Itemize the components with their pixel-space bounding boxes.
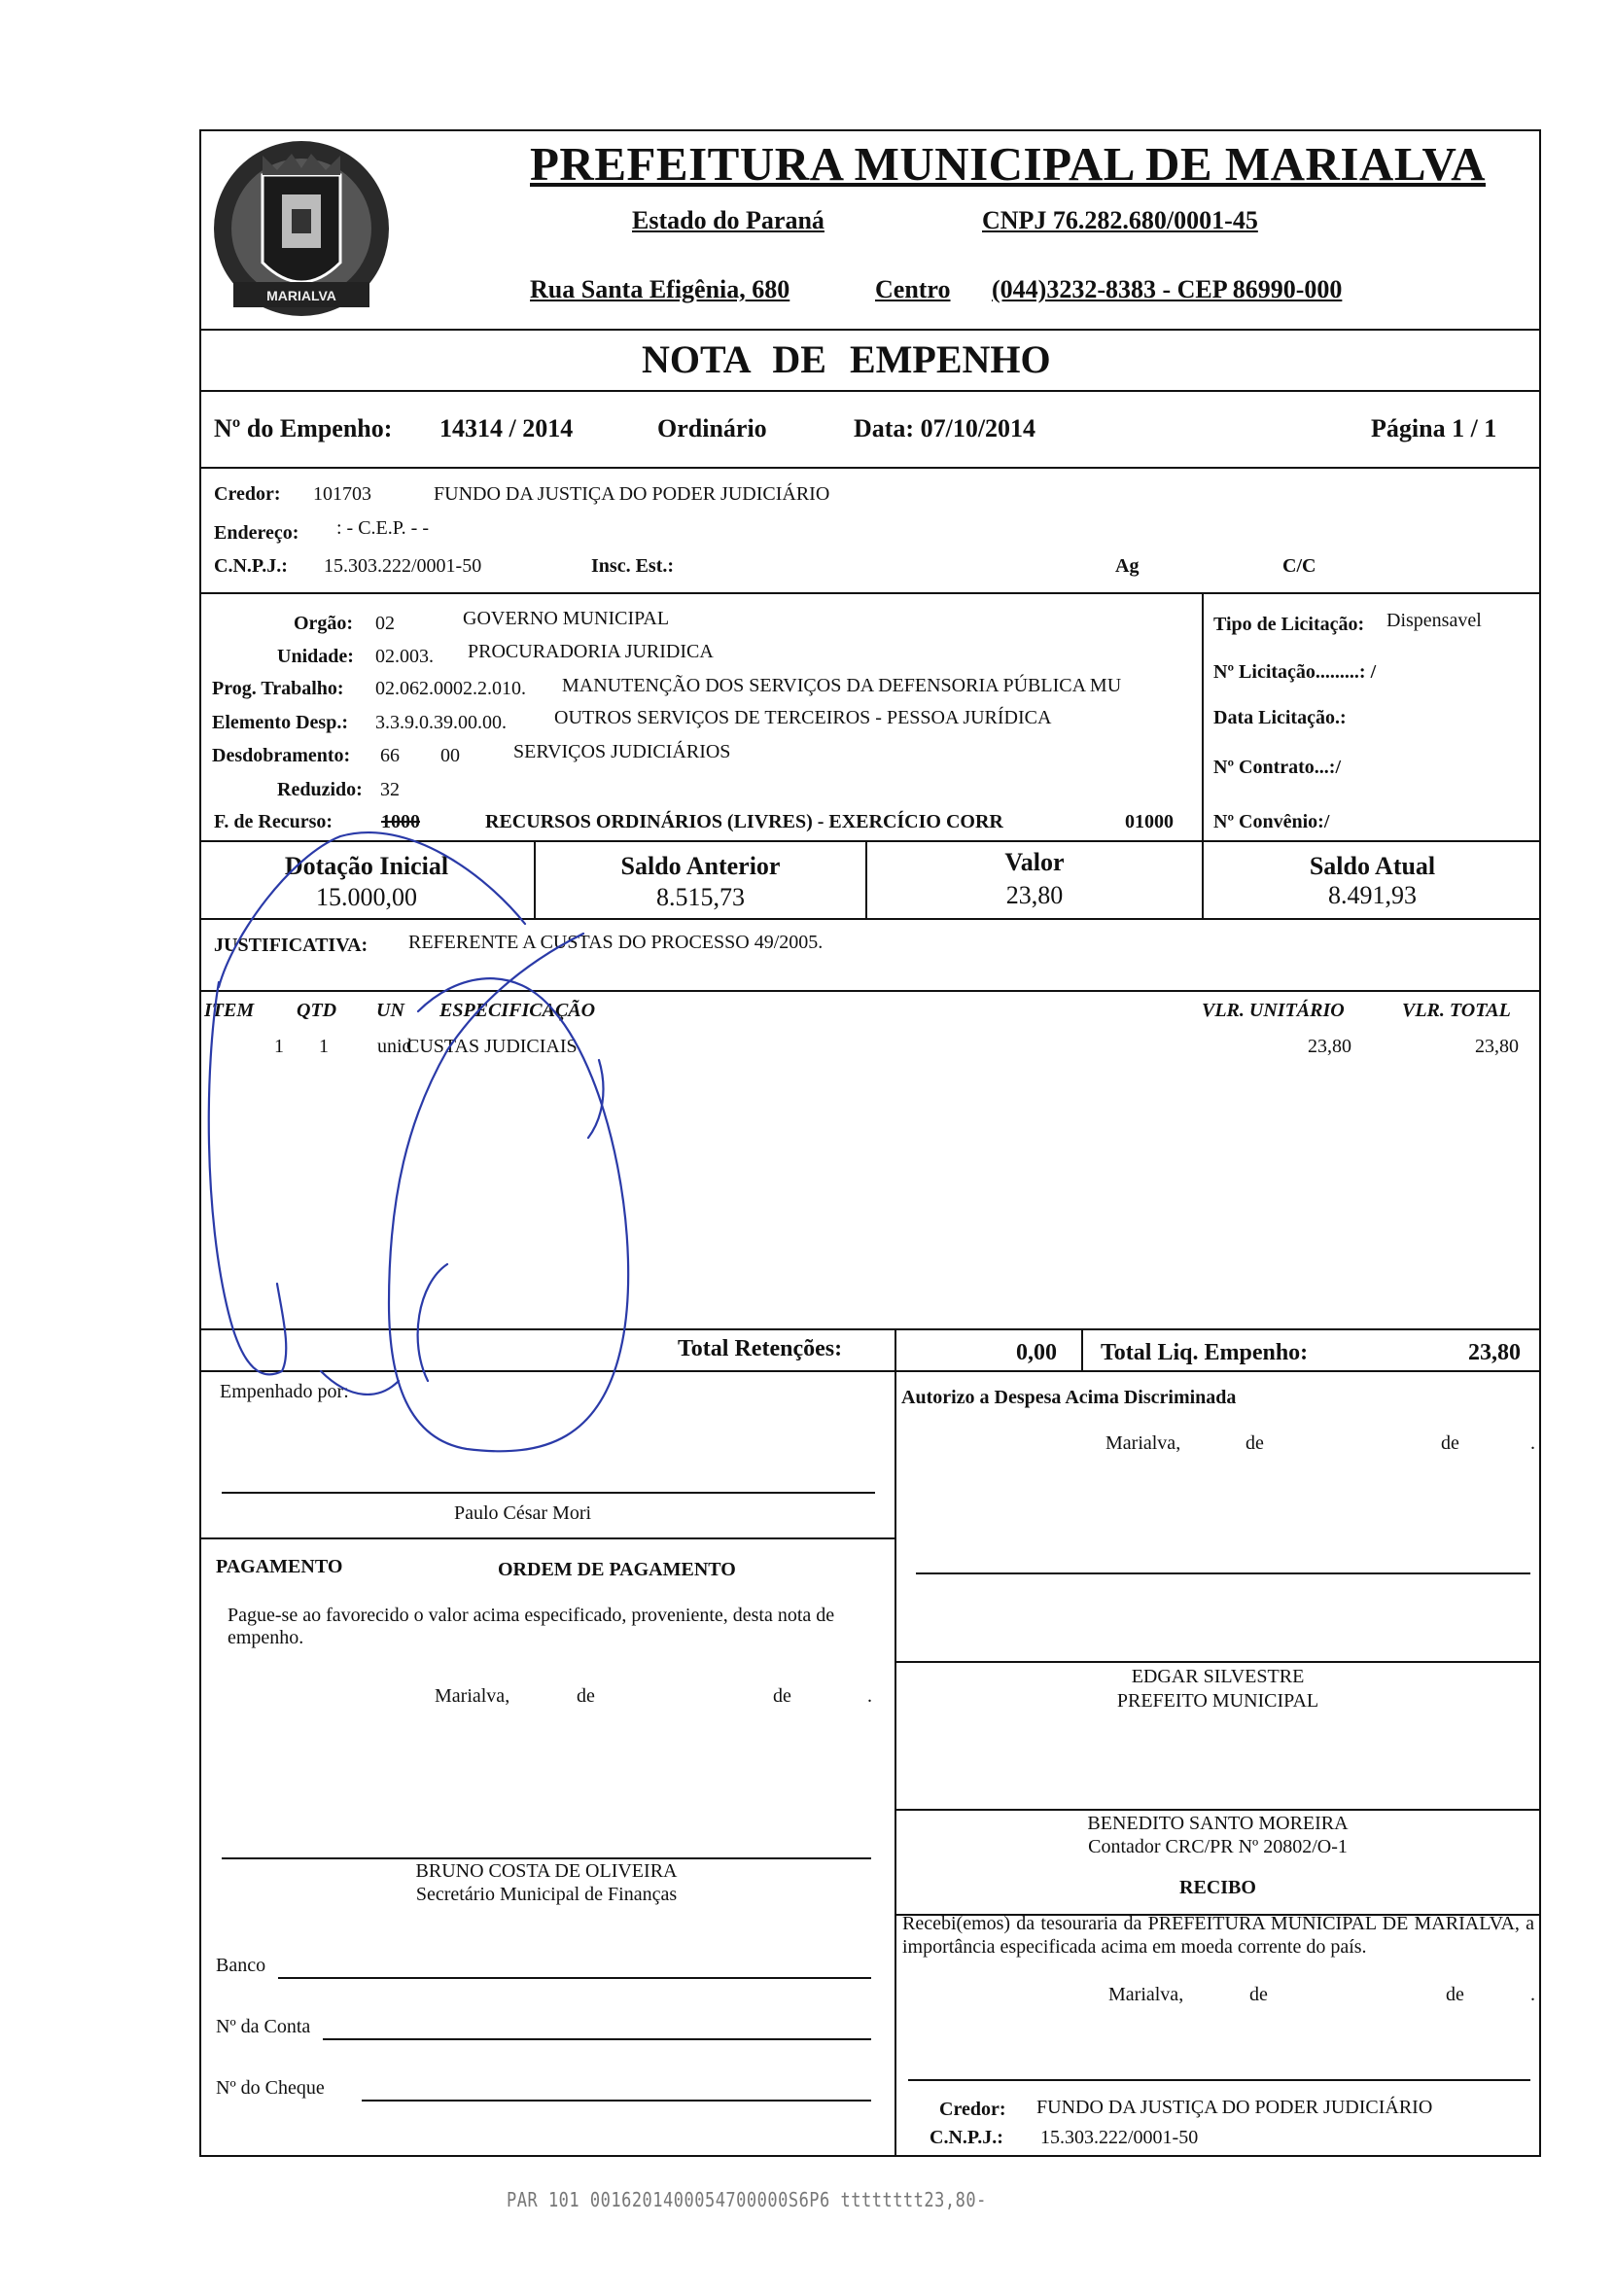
ret-value: 0,00 <box>1016 1340 1057 1365</box>
tipo-licitacao-label: Tipo de Licitação: <box>1213 614 1365 635</box>
prefeito-role: PREFEITO MUNICIPAL <box>1116 1690 1319 1712</box>
empenhado-name: Paulo César Mori <box>454 1502 592 1524</box>
prog-code: 02.062.0002.2.010. <box>375 678 526 699</box>
cheque-label: Nº do Cheque <box>216 2077 325 2099</box>
col-item-header: ITEM <box>204 1000 255 1021</box>
valor-label: Valor <box>1004 848 1065 876</box>
elemento-code: 3.3.9.0.39.00.00. <box>375 712 507 733</box>
reduzido-label: Reduzido: <box>277 779 363 800</box>
reduzido-value: 32 <box>380 779 400 800</box>
orgao-name: GOVERNO MUNICIPAL <box>463 608 670 629</box>
banco-label: Banco <box>216 1955 266 1976</box>
row-un: unid <box>377 1036 412 1057</box>
row-total: 23,80 <box>1475 1036 1519 1057</box>
autorizo-label: Autorizo a Despesa Acima Discriminada <box>901 1387 1237 1408</box>
cc-label: C/C <box>1282 555 1316 577</box>
justificativa-label: JUSTIFICATIVA: <box>214 935 368 956</box>
row-item: 1 <box>274 1036 284 1057</box>
credor-label: Credor: <box>214 483 281 505</box>
fonte-num: 01000 <box>1125 811 1174 832</box>
data-licitacao: Data Licitação.: <box>1213 707 1347 728</box>
address-label: Endereço: <box>214 522 299 544</box>
row-qtd: 1 <box>319 1036 329 1057</box>
col-unit-header: VLR. UNITÁRIO <box>1202 1000 1345 1021</box>
autorizo-de2: de <box>1441 1432 1459 1454</box>
empenho-type: Ordinário <box>657 414 767 442</box>
insc-label: Insc. Est.: <box>591 555 675 577</box>
footer-credor-name: FUNDO DA JUSTIÇA DO PODER JUDICIÁRIO <box>1036 2097 1433 2118</box>
prog-name: MANUTENÇÃO DOS SERVIÇOS DA DEFENSORIA PÚBLICA MU <box>562 675 1122 696</box>
unidade-label: Unidade: <box>277 646 354 667</box>
phone-cep-label: (044)3232-8383 - CEP 86990-000 <box>992 275 1343 303</box>
recibo-city: Marialva, <box>1108 1984 1184 2005</box>
empenho-label: Nº do Empenho: <box>214 414 393 442</box>
cnpj-label: CNPJ 76.282.680/0001-45 <box>982 206 1258 234</box>
pagamento-city: Marialva, <box>435 1685 510 1707</box>
unidade-code: 02.003. <box>375 646 434 667</box>
empenho-number: 14314 / 2014 <box>439 414 574 442</box>
secretario-role: Secretário Municipal de Finanças <box>415 1884 678 1905</box>
credor-code: 101703 <box>313 483 371 505</box>
elemento-name: OUTROS SERVIÇOS DE TERCEIROS - PESSOA JURÍDICA <box>554 707 1052 728</box>
dotacao-inicial-value: 15.000,00 <box>316 883 417 911</box>
desdobramento-label: Desdobramento: <box>212 745 351 766</box>
saldo-anterior-label: Saldo Anterior <box>620 852 781 880</box>
liq-value: 23,80 <box>1468 1340 1521 1365</box>
orgao-code: 02 <box>375 613 395 634</box>
credor-name: FUNDO DA JUSTIÇA DO PODER JUDICIÁRIO <box>434 483 830 505</box>
ag-label: Ag <box>1115 555 1140 577</box>
row-unit: 23,80 <box>1308 1036 1351 1057</box>
pagamento-de2: de <box>773 1685 791 1707</box>
footer-cnpj-value: 15.303.222/0001-50 <box>1040 2127 1199 2148</box>
row-spec: CUSTAS JUDICIAIS <box>406 1036 578 1057</box>
num-contrato: Nº Contrato...:/ <box>1213 757 1342 778</box>
empenhado-label: Empenhado por: <box>220 1381 349 1402</box>
valor-value: 23,80 <box>1005 881 1064 909</box>
col-total-header: VLR. TOTAL <box>1402 1000 1511 1021</box>
saldo-atual-value: 8.491,93 <box>1328 881 1417 909</box>
prog-label: Prog. Trabalho: <box>212 678 344 699</box>
prefecture-title: PREFEITURA MUNICIPAL DE MARIALVA <box>530 137 1486 191</box>
dotacao-inicial-label: Dotação Inicial <box>284 852 449 880</box>
pagamento-label: PAGAMENTO <box>216 1556 343 1577</box>
ret-label: Total Retenções: <box>678 1336 843 1361</box>
saldo-anterior-value: 8.515,73 <box>656 883 745 911</box>
cnpj-credor-label: C.N.P.J.: <box>214 555 288 577</box>
empenho-date: Data: 07/10/2014 <box>854 414 1036 442</box>
footer-credor-label: Credor: <box>939 2099 1006 2120</box>
page-number: Página 1 / 1 <box>1371 414 1497 442</box>
desdobramento-name: SERVIÇOS JUDICIÁRIOS <box>513 741 731 762</box>
unidade-name: PROCURADORIA JURIDICA <box>468 641 714 662</box>
justificativa-text: REFERENTE A CUSTAS DO PROCESSO 49/2005. <box>408 932 824 953</box>
recibo-de1: de <box>1249 1984 1268 2005</box>
col-qtd-header: QTD <box>297 1000 337 1021</box>
desdobramento-a: 66 <box>380 745 400 766</box>
saldo-atual-label: Saldo Atual <box>1309 852 1436 880</box>
tipo-licitacao-value: Dispensavel <box>1386 610 1482 631</box>
contador-role: Contador CRC/PR Nº 20802/O-1 <box>1088 1836 1348 1857</box>
cnpj-credor-value: 15.303.222/0001-50 <box>324 555 482 577</box>
autorizo-city: Marialva, <box>1105 1432 1181 1454</box>
bank-stamp: PAR 101 0016201400054700000S6P6 tttttttt23,80- <box>507 2189 987 2212</box>
pagamento-text: Pague-se ao favorecido o valor acima especificado, proveniente, desta nota de empenho. <box>228 1605 835 1648</box>
secretario-name: BRUNO COSTA DE OLIVEIRA <box>415 1860 678 1882</box>
footer-cnpj-label: C.N.P.J.: <box>930 2127 1003 2148</box>
street-label: Rua Santa Efigênia, 680 <box>530 275 790 303</box>
prefeito-name: EDGAR SILVESTRE <box>1131 1666 1305 1687</box>
pagamento-de1: de <box>577 1685 595 1707</box>
ordem-label: ORDEM DE PAGAMENTO <box>498 1559 736 1580</box>
fonte-name: RECURSOS ORDINÁRIOS (LIVRES) - EXERCÍCIO CORR <box>485 811 1003 832</box>
col-un-header: UN <box>376 1000 404 1021</box>
autorizo-dot: . <box>1530 1432 1535 1454</box>
recibo-de2: de <box>1446 1984 1464 2005</box>
recibo-dot: . <box>1530 1984 1535 2005</box>
recibo-text: Recebi(emos) da tesouraria da PREFEITURA MUNICIPAL DE MARIALVA, a importância especificada acima em moeda corrente do país. <box>902 1913 1534 1958</box>
elemento-label: Elemento Desp.: <box>212 712 348 733</box>
orgao-label: Orgão: <box>294 613 354 634</box>
num-convenio: Nº Convênio:/ <box>1213 811 1330 832</box>
contador-name: BENEDITO SANTO MOREIRA <box>1087 1813 1349 1834</box>
fonte-code: 1000 <box>381 811 420 832</box>
recibo-title: RECIBO <box>1179 1877 1256 1898</box>
state-label: Estado do Paraná <box>632 206 825 234</box>
col-spec-header: ESPECIFICAÇÃO <box>439 1000 596 1021</box>
district-label: Centro <box>875 275 951 303</box>
address-value: : - C.E.P. - - <box>336 517 429 539</box>
doc-title: NOTA DE EMPENHO <box>642 337 1051 381</box>
logo-band-text: MARIALVA <box>266 288 336 303</box>
conta-label: Nº da Conta <box>216 2016 311 2037</box>
pagamento-dot: . <box>867 1685 872 1707</box>
fonte-label: F. de Recurso: <box>214 811 333 832</box>
num-licitacao: Nº Licitação.........: / <box>1213 661 1377 683</box>
desdobramento-b: 00 <box>440 745 460 766</box>
autorizo-de1: de <box>1246 1432 1264 1454</box>
liq-label: Total Liq. Empenho: <box>1101 1340 1309 1365</box>
